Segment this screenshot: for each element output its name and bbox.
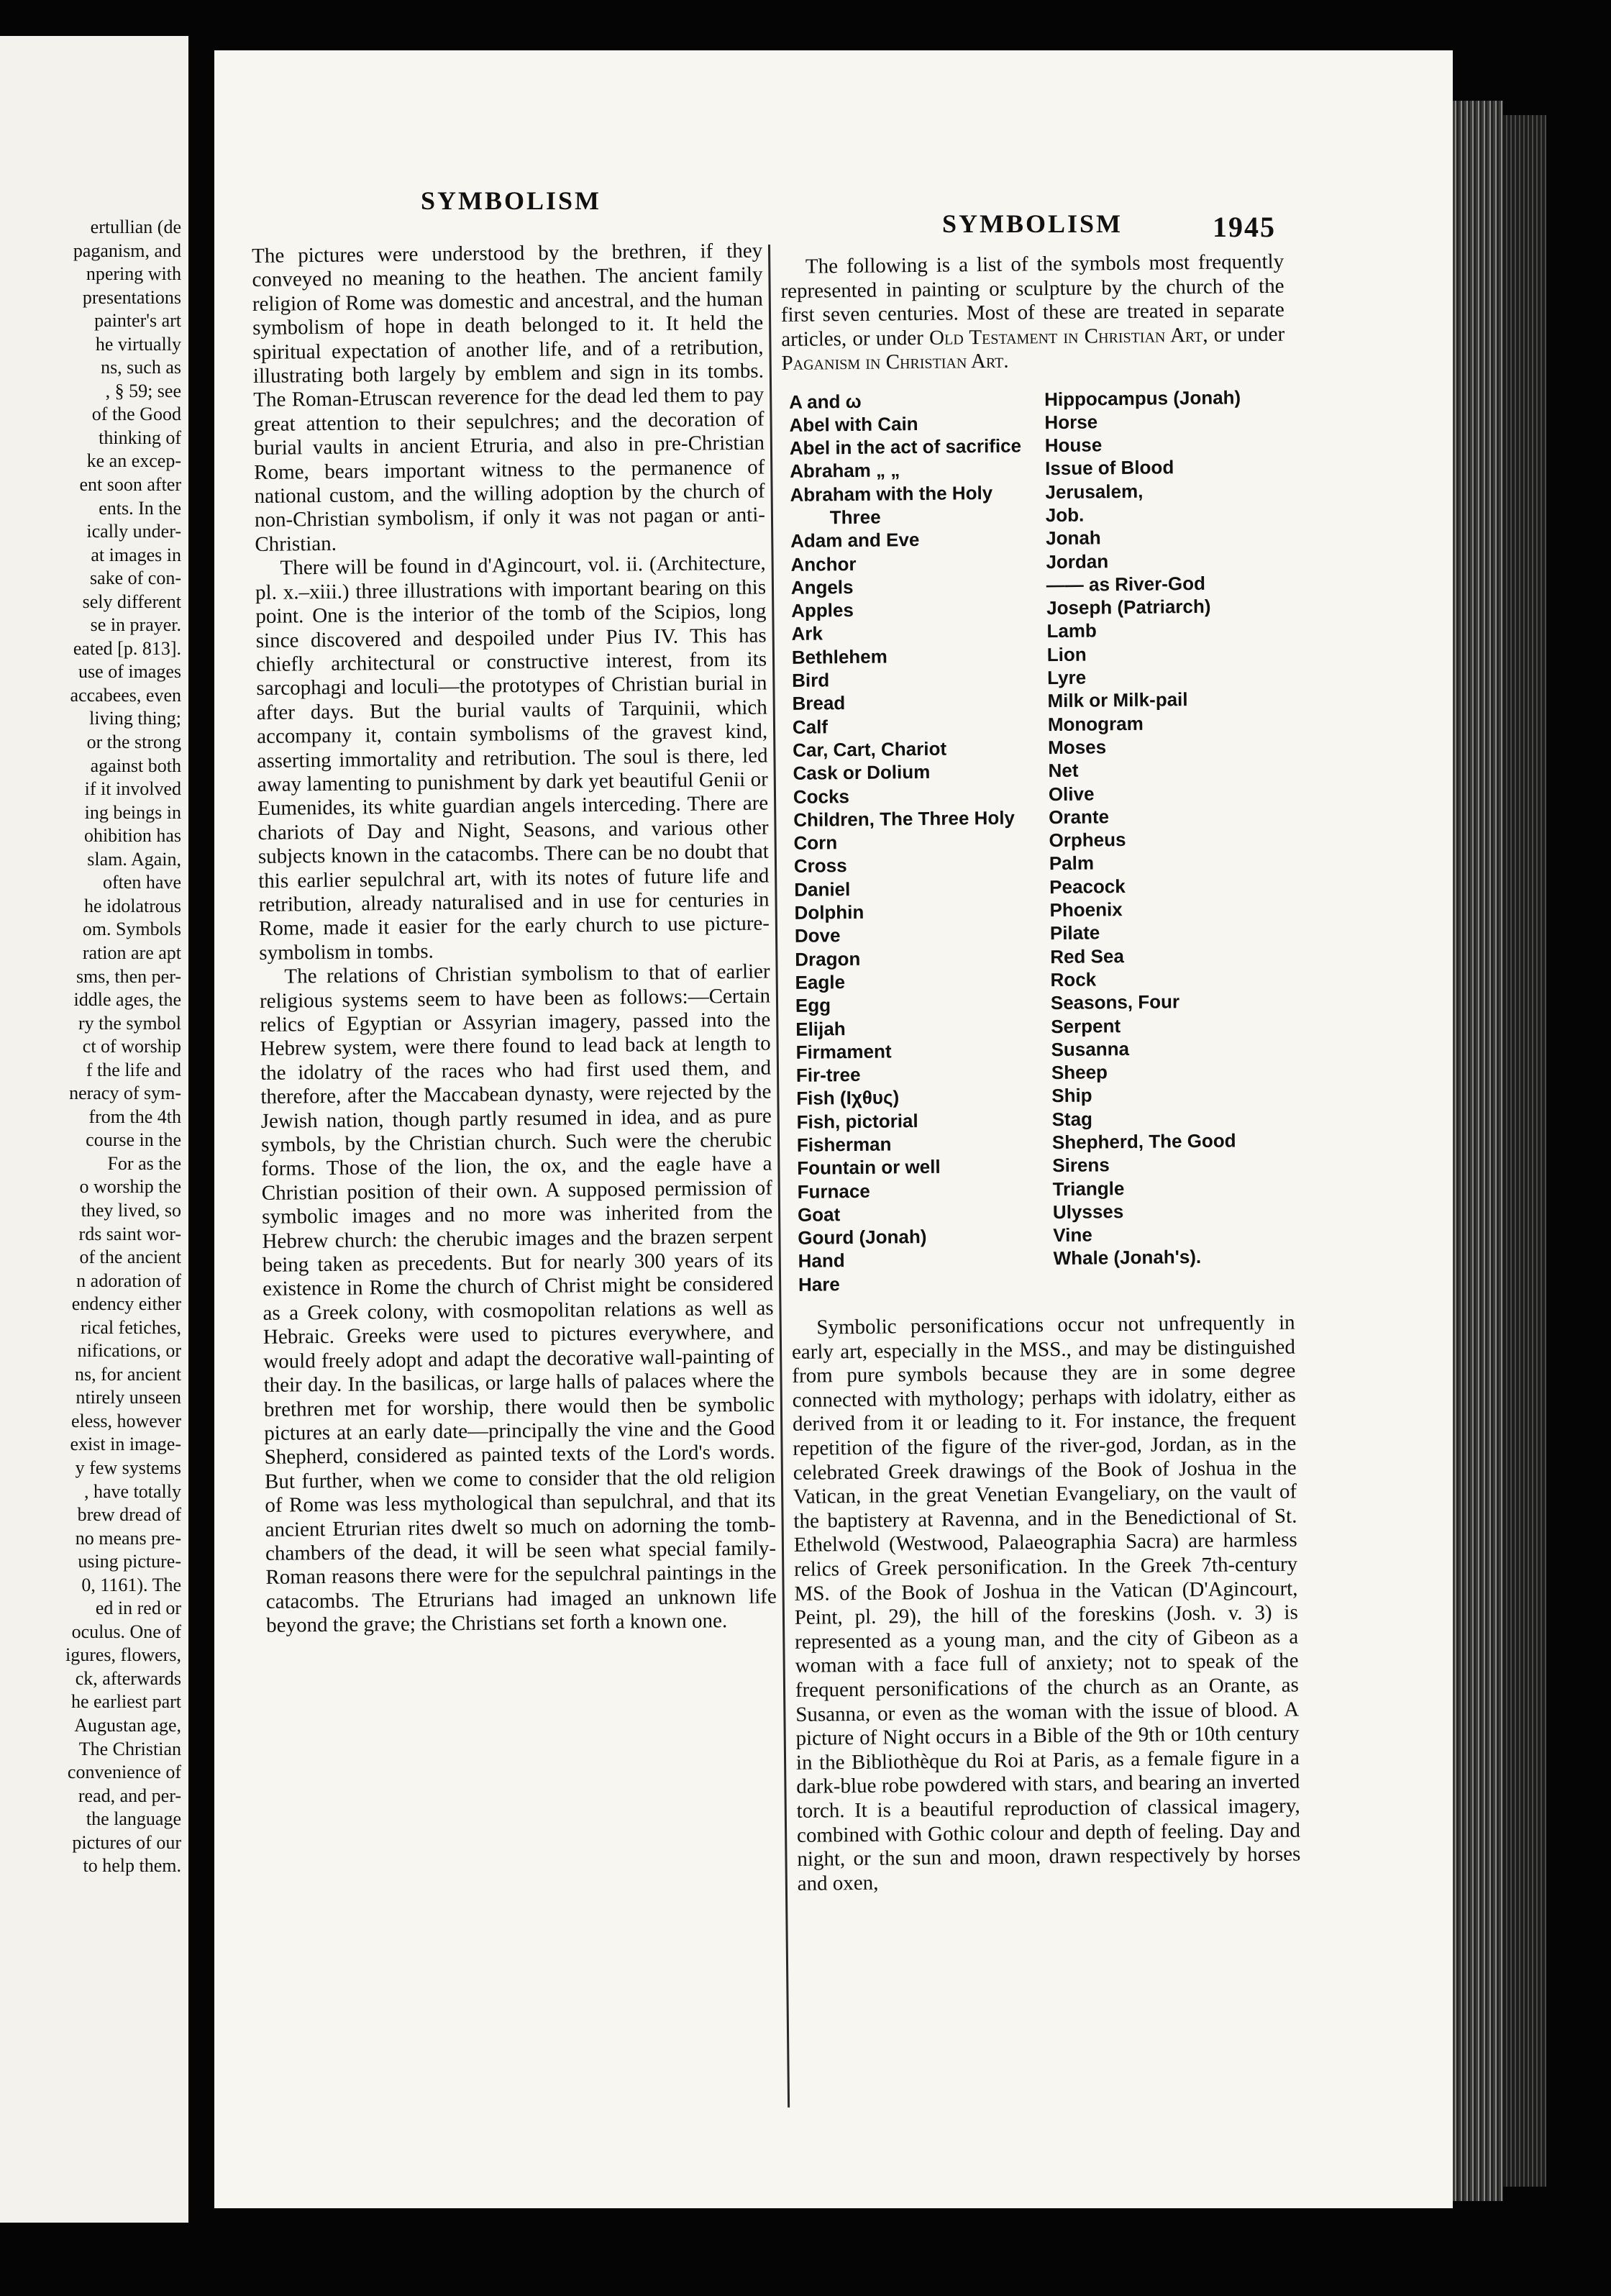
symbol-entry: Whale (Jonah's). [1053,1246,1202,1270]
facing-page-line: ns, such as [101,357,181,378]
symbol-entry: Ulysses [1052,1200,1124,1223]
symbol-entry: Ship [1051,1084,1092,1107]
symbol-entry: Lamb [1046,619,1097,642]
symbol-entry: Elijah [795,1017,846,1040]
facing-page-line: living thing; [89,708,181,729]
symbol-entry: Stag [1051,1108,1093,1130]
symbol-entry: Cask or Dolium [793,761,931,785]
facing-page-line: ically under- [86,521,181,542]
symbol-entry: A and ω [788,390,862,413]
facing-page-line: convenience of [67,1762,181,1783]
facing-page-line: ke an excep- [86,450,181,472]
facing-page-line: often have [102,872,181,893]
facing-page-line: rical fetiches, [80,1316,181,1338]
intro-text: The following is a list of the symbols most frequently represented in painting or sculpture by the church of the first seven centuries. Most of these are treated in separate articles, or under [780,250,1284,351]
symbol-entry: Pilate [1049,921,1100,944]
closing-paragraph: Symbolic personifications occur not unfrequently in early art, especially in the MSS., and may be distinguished from pure symbols because they are in some degree connected with mythology; perhaps with idolatry, either as derived from it or leading to it. For instance, the frequent repetition of the figure of the river-god, Jordan, as in the celebrated Greek drawings of the Book of Joshua in the Vatican, in the great Venetian Evangeliary, on the vault of the baptistery at Ravenna, and in the Benedictional of St. Ethelwold (Westwood, Palaeographia Sacra) are harmless relics of Greek personification. In the Greek 7th-century MS. of the Book of Joshua in the Vatican (D'Agincourt, Peint, pl. 29), the hill of the foreskins (Josh. v. 3) is represented as a young man, and the city of Gibeon as a woman with a face full of anxiety; not to speak of the frequent personifications of the church as an Orante, as Susanna, or even as the woman with the issue of blood. A picture of Night occurs in a Bible of the 9th or 10th century in the Bibliothèque du Roi at Paris, as a female figure in a dark-blue robe powdered with stars, and bearing an inverted torch. It is a beautiful reproduction of classical imagery, combined with Gothic colour and depth of feeling. Day and night, or the sun and moon, drawn respectively by horses and oxen, [791,1311,1301,1895]
facing-page-line: of the Good [91,404,181,425]
symbol-entry: Calf [792,716,829,738]
symbol-entry: Daniel [794,878,851,901]
symbol-entry: Cocks [793,785,850,808]
symbol-entry: Susanna [1051,1037,1130,1060]
symbol-entry: Sirens [1052,1154,1110,1177]
facing-page-fragment [0,36,188,2223]
symbol-entry: Seasons, Four [1050,990,1180,1014]
facing-page-line: iddle ages, the [73,989,181,1011]
facing-page-line: ent soon after [79,474,181,496]
symbol-entry: Lyre [1047,666,1087,689]
right-text-column [780,250,1301,1918]
facing-page-line: sely different [82,591,181,612]
symbol-entry: Job. [1045,504,1085,527]
symbol-entry: Fish, pictorial [796,1109,918,1133]
cross-reference-old-testament: Old Testament in Christian Art, [928,323,1208,350]
running-title-right: SYMBOLISM [942,209,1123,238]
facing-page-line: he virtually [95,333,181,355]
facing-page-line: neracy of sym- [69,1083,181,1104]
facing-page-line: rds saint wor- [78,1223,181,1244]
facing-page-line: se in prayer. [90,614,181,636]
paragraph: There will be found in d'Agincourt, vol. ii. (Architecture, pl. x.–xiii.) three illustrations with important bearing on this point. One is the interior of the tomb of the Scipios, long since discovered and despoiled under Pius IV. This has chiefly architectural or constructive interest, from its sarcophagi and loculi—the prototypes of Christian burial in after days. But the burial vaults of Tarquinii, which accompany it, contain symbolisms of the gravest kind, asserting immortality and retribution. The soul is there, led away lamenting to punishment by dark yet beautiful Genii or Eumenides, its white guardian angels interceding. There are chariots of Day and Night, Seasons, and various other subjects known in the catacombs. There can be no doubt that this earlier sepulchral art, with its notes of future life and retribution, already naturalised and in use for centuries in Rome, made it easier for the early church to use picture-symbolism in tombs. [255,551,770,965]
symbol-entry: Jordan [1046,550,1109,573]
facing-page-line: The Christian [78,1738,181,1759]
symbol-entry: Egg [795,994,831,1017]
facing-page-line: o worship the [79,1176,181,1198]
facing-page-line: no means pre- [75,1527,181,1549]
symbol-entry: Children, The Three Holy [793,806,1016,831]
facing-page-line: ct of worship [82,1036,181,1057]
facing-page-line: ration are apt [82,942,181,963]
facing-page-line: painter's art [94,310,181,332]
facing-page-line: ohibition has [83,825,181,847]
paragraph: The relations of Christian symbolism to that of earlier religious systems seem to have been as follows:—Certain relics of Egyptian or Assyrian imagery, passed into the Hebrew system, were there found to lead back at length to the idolatry of the races who had first used them, and therefore, after the Maccabean dynasty, were rejected by the Jewish nation, though partly resumed in idea, and as pure symbols, by the Christian church. Such were the cherubic forms. Those of the lion, the ox, and the eagle have a Christian position of their own. A supposed permission of symbolic images and no more was inherited from the Hebrew church: the cherubic images and the brazen serpent being taken as precedents. But for nearly 300 years of its existence in Rome the church of Christ might be considered as a Greek colony, with cosmopolitan relations as well as Hebraic. Greeks were used to pictures everywhere, and would freely adopt and adapt the decorative wall-painting of their day. In the basilicas, or large halls of palaces where the brethren met for worship, there would then be symbolic pictures at an early date—principally the vine and the Good Shepherd, considered as painted texts of the Lord's words. But further, when we come to consider that the old religion of Rome was less mythological than sepulchral, and that its ancient Etrurian rites dwelt so much on adorning the tomb-chambers of the dead, it will be seen what special family-Roman reasons there were for the sepulchral paintings in the catacombs. The Etrurians had imaged an unknown life beyond the grave; the Christians set forth a known one. [259,960,777,1638]
facing-page-line: from the 4th [88,1106,181,1127]
left-text-column [252,240,777,1639]
facing-page-text [1,216,181,1878]
facing-page-line: thinking of [99,427,181,448]
symbol-entry: Orpheus [1049,829,1126,852]
facing-page-line: paganism, and [73,240,181,261]
facing-page-line: ns, for ancient [74,1363,181,1385]
facing-page-line: the language [86,1808,181,1830]
symbol-entry: Fish (Ιχθυς) [796,1086,900,1110]
symbol-list-column-b [1044,385,1295,1293]
facing-page-line: using picture- [78,1551,181,1572]
symbol-entry: Abel in the act of sacrifice [789,434,1022,459]
facing-page-line: ntirely unseen [76,1387,181,1408]
symbol-entry: Issue of Blood [1044,456,1174,480]
symbol-entry: Car, Cart, Chariot [793,737,947,761]
facing-page-line: 0, 1161). The [81,1574,181,1595]
facing-page-line: eated [p. 813]. [73,637,181,659]
symbol-entry: Dove [794,924,841,947]
facing-page-line: of the ancient [79,1247,181,1268]
symbol-entry: Corn [793,832,838,854]
symbol-entry: Furnace [797,1180,870,1203]
facing-page-line: om. Symbols [82,919,181,940]
facing-page-line: sms, then per- [76,965,181,987]
facing-page-line: For as the [107,1152,181,1174]
symbol-entry: Sheep [1051,1061,1108,1084]
symbol-entry: Vine [1053,1224,1092,1247]
symbol-entry: Monogram [1047,712,1144,735]
symbol-entry: Triangle [1052,1177,1125,1200]
symbol-entry: Jerusalem, [1045,480,1144,503]
cross-reference-paganism: Paganism in Christian Art. [781,349,1009,375]
facing-page-line: nifications, or [77,1340,181,1362]
symbol-entry: Angels [790,575,854,598]
symbol-entry: Moses [1048,736,1107,759]
symbol-entry: Three [829,506,881,529]
facing-page-line: ed in red or [95,1598,181,1619]
facing-page-line: pictures of our [72,1831,181,1853]
facing-page-line: y few systems [75,1457,181,1478]
symbol-entry: Joseph (Patriarch) [1046,595,1211,619]
facing-page-line: he idolatrous [83,895,181,916]
symbol-entry: Palm [1049,852,1095,875]
symbol-entry: Phoenix [1049,898,1123,921]
facing-page-line: ry the symbol [78,1012,181,1034]
facing-page-line: eless, however [70,1410,181,1431]
facing-page-line: course in the [86,1129,181,1151]
facing-page-line: brew dread of [77,1504,181,1526]
symbol-entry: Abraham with the Holy [790,481,993,506]
symbol-entry: House [1044,434,1103,457]
symbol-entry: Apples [791,599,854,622]
facing-page-line: n adoration of [76,1270,181,1291]
facing-page-line: Augustan age, [74,1715,181,1736]
facing-page-line: sake of con- [89,568,181,589]
facing-page-line: against both [90,755,181,776]
symbol-entry: Fisherman [796,1133,892,1156]
symbol-entry: Lion [1046,643,1087,665]
symbol-entry: Ark [791,622,823,645]
facing-page-line: he earliest part [70,1691,181,1713]
facing-page-line: slam. Again, [87,848,181,870]
facing-page-line: they lived, so [81,1199,181,1221]
facing-page-line: ck, afterwards [75,1667,181,1689]
symbol-entry: Adam and Eve [790,529,920,552]
intro-connector: or under [1208,322,1285,347]
facing-page-line: ents. In the [99,497,181,519]
facing-page-line: , have totally [83,1480,181,1502]
symbol-entry: Abraham „ „ [789,459,900,483]
symbol-entry: Red Sea [1050,944,1124,967]
symbol-entry: Milk or Milk-pail [1047,688,1188,712]
symbol-entry: Fir-tree [795,1064,861,1086]
symbol-entry: Jonah [1045,527,1101,550]
paragraph: The pictures were understood by the brethren, if they conveyed no meaning to the heathen. The ancient family religion of Rome was domestic and ancestral, and the human symbolism of hope in death belonged to it. It held the spiritual expectation of another life, and of a retribution, illustrating both largely by emblem and sign in its tombs. The Roman-Etruscan reverence for the dead led them to pay great attention to their sepulchres; and the decoration of burial vaults in ancient Etruria, and also in pre-Christian Rome, bears important witness to the permanence of national custom, and the willing adoption by the church of non-Christian symbolism, if only it was not pagan or anti-Christian. [252,239,766,556]
facing-page-line: use of images [78,661,181,683]
symbol-entry: Fountain or well [797,1156,941,1180]
symbol-entry: Dragon [795,947,861,970]
symbol-entry: Bethlehem [791,645,887,668]
facing-page-line: , § 59; see [105,380,181,401]
facing-page-line: exist in image- [70,1434,181,1455]
book-block-edge [1503,115,1546,2187]
symbol-entry: Abel with Cain [789,412,918,436]
page-edges [1453,101,1503,2201]
symbol-entry: Shepherd, The Good [1051,1129,1236,1154]
facing-page-line: f the life and [86,1059,181,1080]
facing-page-line: ing beings in [84,801,181,823]
facing-page-line: npering with [86,263,181,285]
facing-page-line: igures, flowers, [65,1644,181,1666]
symbol-entry: Firmament [795,1040,892,1063]
page-number: 1945 [1213,211,1276,243]
symbol-entry: Eagle [795,971,846,993]
symbol-entry: Hare [798,1272,840,1295]
facing-page-line: read, and per- [78,1785,181,1806]
symbol-entry: Olive [1048,783,1095,805]
symbol-entry: Rock [1050,968,1097,991]
facing-page-line: oculus. One of [71,1621,181,1642]
facing-page-line: at images in [91,544,181,565]
symbol-entry: Bread [792,692,846,715]
symbol-list [782,385,1295,1296]
facing-page-line: accabees, even [70,684,181,706]
list-introduction [780,250,1285,376]
facing-page-line: to help them. [83,1855,181,1877]
symbol-entry: Hand [798,1249,845,1272]
facing-page-line: or the strong [86,732,181,753]
symbol-entry: Bird [792,669,830,691]
symbol-entry: Horse [1044,411,1098,433]
running-title-left: SYMBOLISM [421,186,602,215]
symbol-entry: —— as River-God [1046,572,1206,596]
symbol-entry: Net [1048,759,1079,782]
symbol-entry: Goat [797,1203,841,1226]
symbol-entry: Anchor [790,552,857,575]
symbol-entry: Peacock [1049,875,1126,898]
symbol-entry: Orante [1049,806,1110,828]
facing-page-line: if it involved [84,778,181,800]
symbol-entry: Dolphin [794,901,864,924]
symbol-entry: Gourd (Jonah) [798,1226,927,1249]
symbol-entry: Cross [793,855,847,878]
symbol-list-column-a [782,388,1054,1296]
facing-page-line: ertullian (de [90,217,181,237]
symbol-entry: Hippocampus (Jonah) [1044,386,1241,410]
symbol-entry: Serpent [1051,1014,1121,1037]
facing-page-line: endency either [71,1293,181,1315]
facing-page-line: presentations [82,286,181,308]
